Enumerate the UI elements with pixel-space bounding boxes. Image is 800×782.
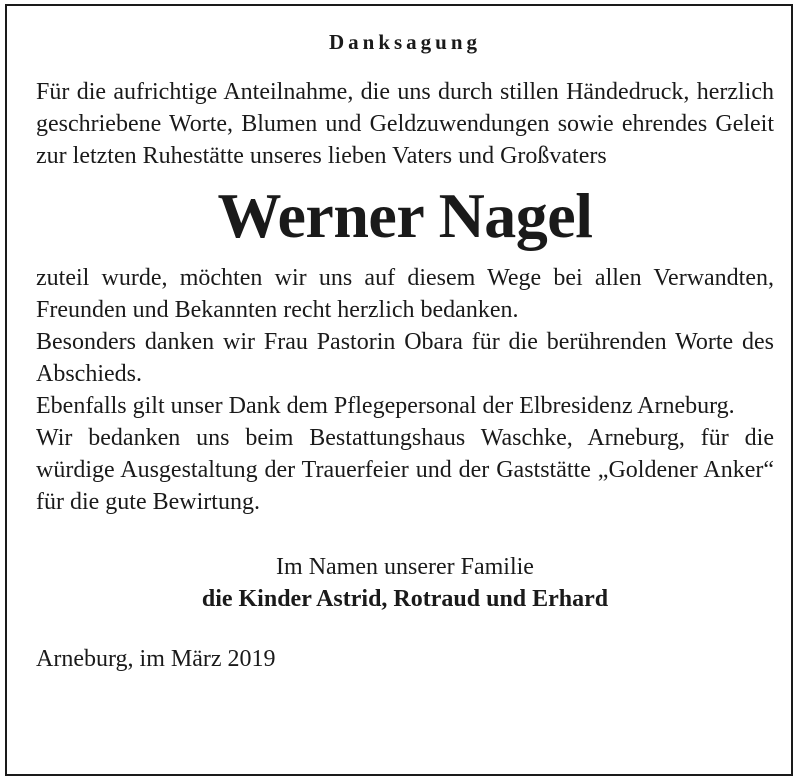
thank-you-notice (36, 26, 774, 675)
intro-paragraph: Für die aufrichtige Anteilnahme, die uns durch stillen Händedruck, herzlich geschriebene Worte, Blumen und Geldzuwendungen sowie ehrendes Geleit zur letzten Ruhestätte unseres lieben Vaters und Großvaters (36, 79, 774, 169)
signatories: die Kinder Astrid, Rotraud und Erhard (201, 586, 609, 612)
deceased-name: Werner Nagel (217, 180, 593, 251)
place-date: Arneburg, im März 2019 (36, 646, 276, 672)
signoff-line: Im Namen unserer Familie (276, 554, 534, 580)
notice-heading: Danksagung (328, 30, 482, 54)
notice-border (5, 4, 793, 776)
body-paragraph: Wir bedanken uns beim Bestattungshaus Waschke, Arneburg, für die würdige Ausgestaltung der Trauerfeier und der Gaststätte „Goldener Anker“ für die gute Bewirtung. (36, 425, 774, 515)
body-paragraph: Ebenfalls gilt unser Dank dem Pflegepersonal der Elbresidenz Arneburg. (36, 393, 735, 419)
body-paragraph: Besonders danken wir Frau Pastorin Obara für die berührenden Worte des Abschieds. (36, 329, 774, 387)
body-paragraph: zuteil wurde, möchten wir uns auf diesem Wege bei allen Verwandten, Freunden und Bekannten recht herzlich bedanken. (36, 265, 774, 323)
